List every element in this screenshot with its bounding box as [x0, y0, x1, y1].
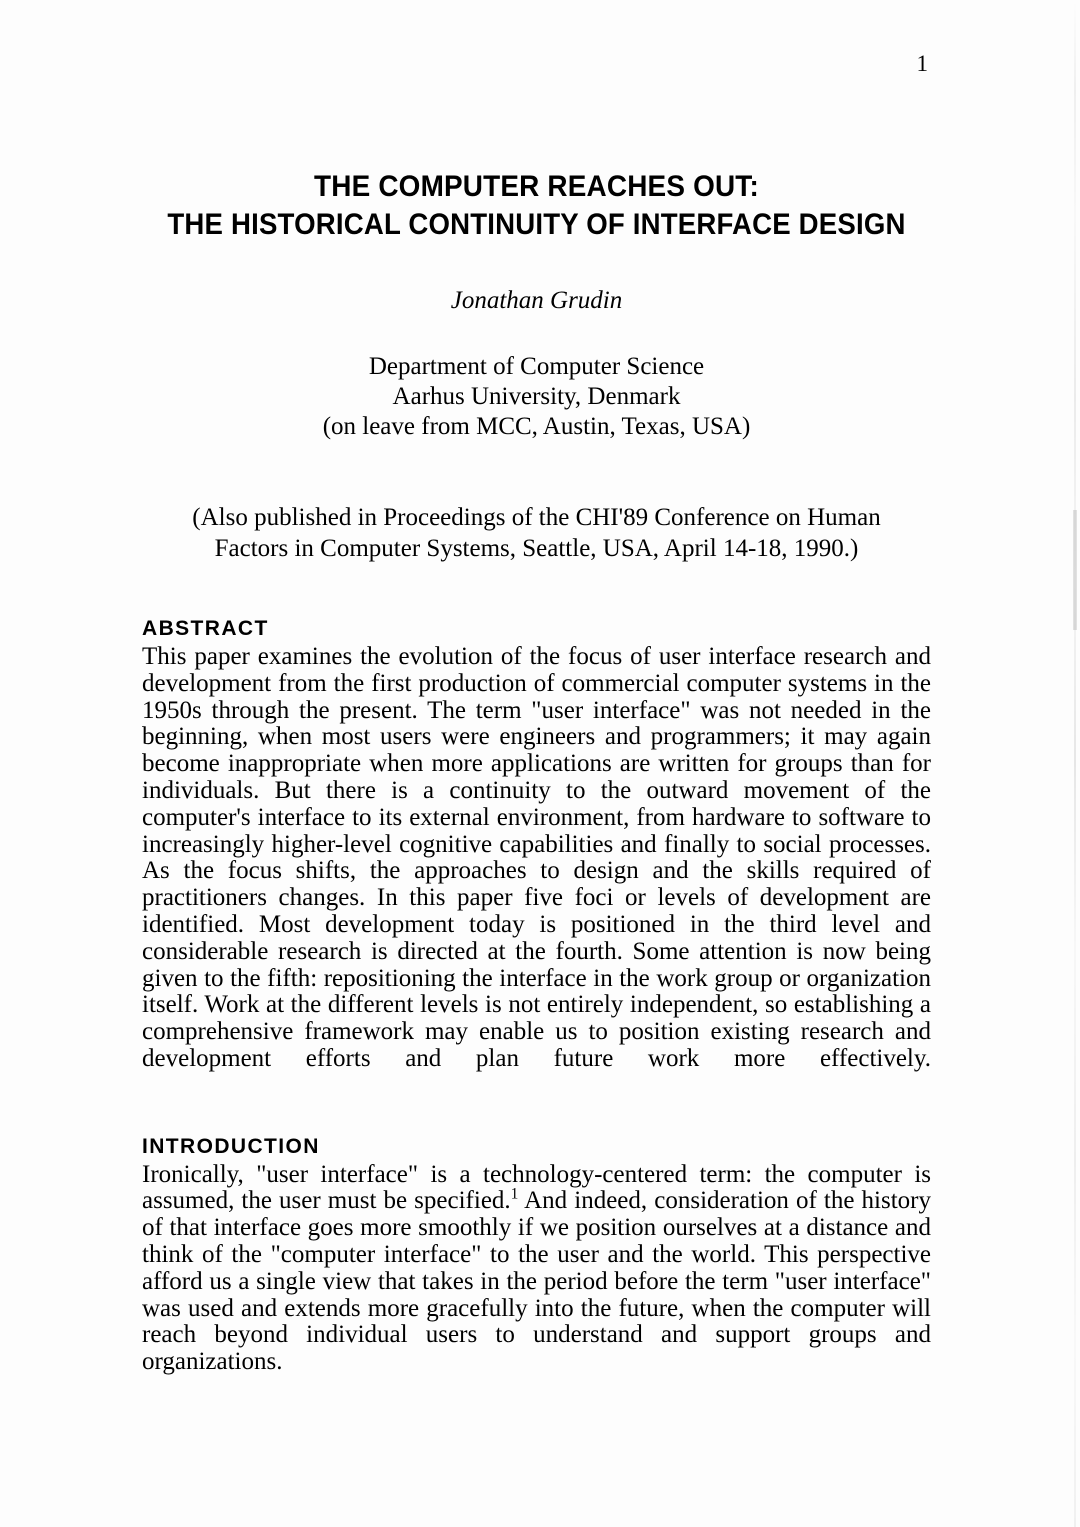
affiliation-university: Aarhus University, Denmark	[392, 383, 681, 410]
publication-note	[142, 502, 931, 564]
introduction-body-part-1: Ironically, "user interface" is a technology-centered term: the computer is assumed, the user must be specified.	[142, 1160, 931, 1215]
paper-title-line-2: THE HISTORICAL CONTINUITY OF INTERFACE DESIGN	[167, 208, 906, 241]
paper-title-line-1: THE COMPUTER REACHES OUT:	[314, 170, 759, 203]
author-affiliation	[142, 352, 931, 442]
introduction-body-part-2: And indeed, consideration of the history of that interface goes more smoothly if we position ourselves at a distance and think of the "computer interface" to the user and the world. This perspective afford us a single view that takes in the period before the term "user interface" was used and extends more gracefully into the future, when the computer will reach beyond individual users to understand and support groups and organizations.	[142, 1187, 931, 1376]
author-name: Jonathan Grudin	[450, 287, 623, 314]
scan-artifact-edge	[1074, 0, 1076, 1527]
introduction-heading: INTRODUCTION	[142, 1134, 320, 1158]
introduction-section	[142, 1134, 931, 1403]
abstract-section	[142, 616, 931, 1100]
page-content	[142, 0, 931, 1403]
publication-note-line-2: Factors in Computer Systems, Seattle, USA, April 14-18, 1990.)	[214, 535, 859, 562]
affiliation-leave-note: (on leave from MCC, Austin, Texas, USA)	[322, 413, 751, 440]
affiliation-department: Department of Computer Science	[368, 353, 705, 380]
paper-title	[142, 168, 931, 244]
footnote-marker: 1	[510, 1186, 519, 1204]
publication-note-line-1: (Also published in Proceedings of the CHI'89 Conference on Human	[192, 504, 881, 531]
abstract-body: This paper examines the evolution of the focus of user interface research and development from the first production of commercial computer systems in the 1950s through the present. The term "user interface" was not needed in the beginning, when most users were engineers and programmers; it may again become inappropriate when more applications are written for groups than for individuals. But there is a continuity to the outward movement of the computer's interface to its external environment, from hardware to software to increasingly higher-level cognitive capabilities and finally to social processes. As the focus shifts, the approaches to design and the skills required of practitioners changes. In this paper five foci or levels of development are identified. Most development today is positioned in the third level and considerable research is directed at the fourth. Some attention is now being given to the fifth: repositioning the interface in the work group or organization itself. Work at the different levels is not entirely independent, so establishing a comprehensive framework may enable us to position existing research and development efforts and plan future work more effectively.	[142, 643, 931, 1072]
scan-artifact-mark	[1073, 510, 1077, 630]
abstract-heading: ABSTRACT	[142, 617, 269, 640]
page-number: 1	[916, 51, 928, 76]
introduction-body	[142, 1162, 931, 1403]
